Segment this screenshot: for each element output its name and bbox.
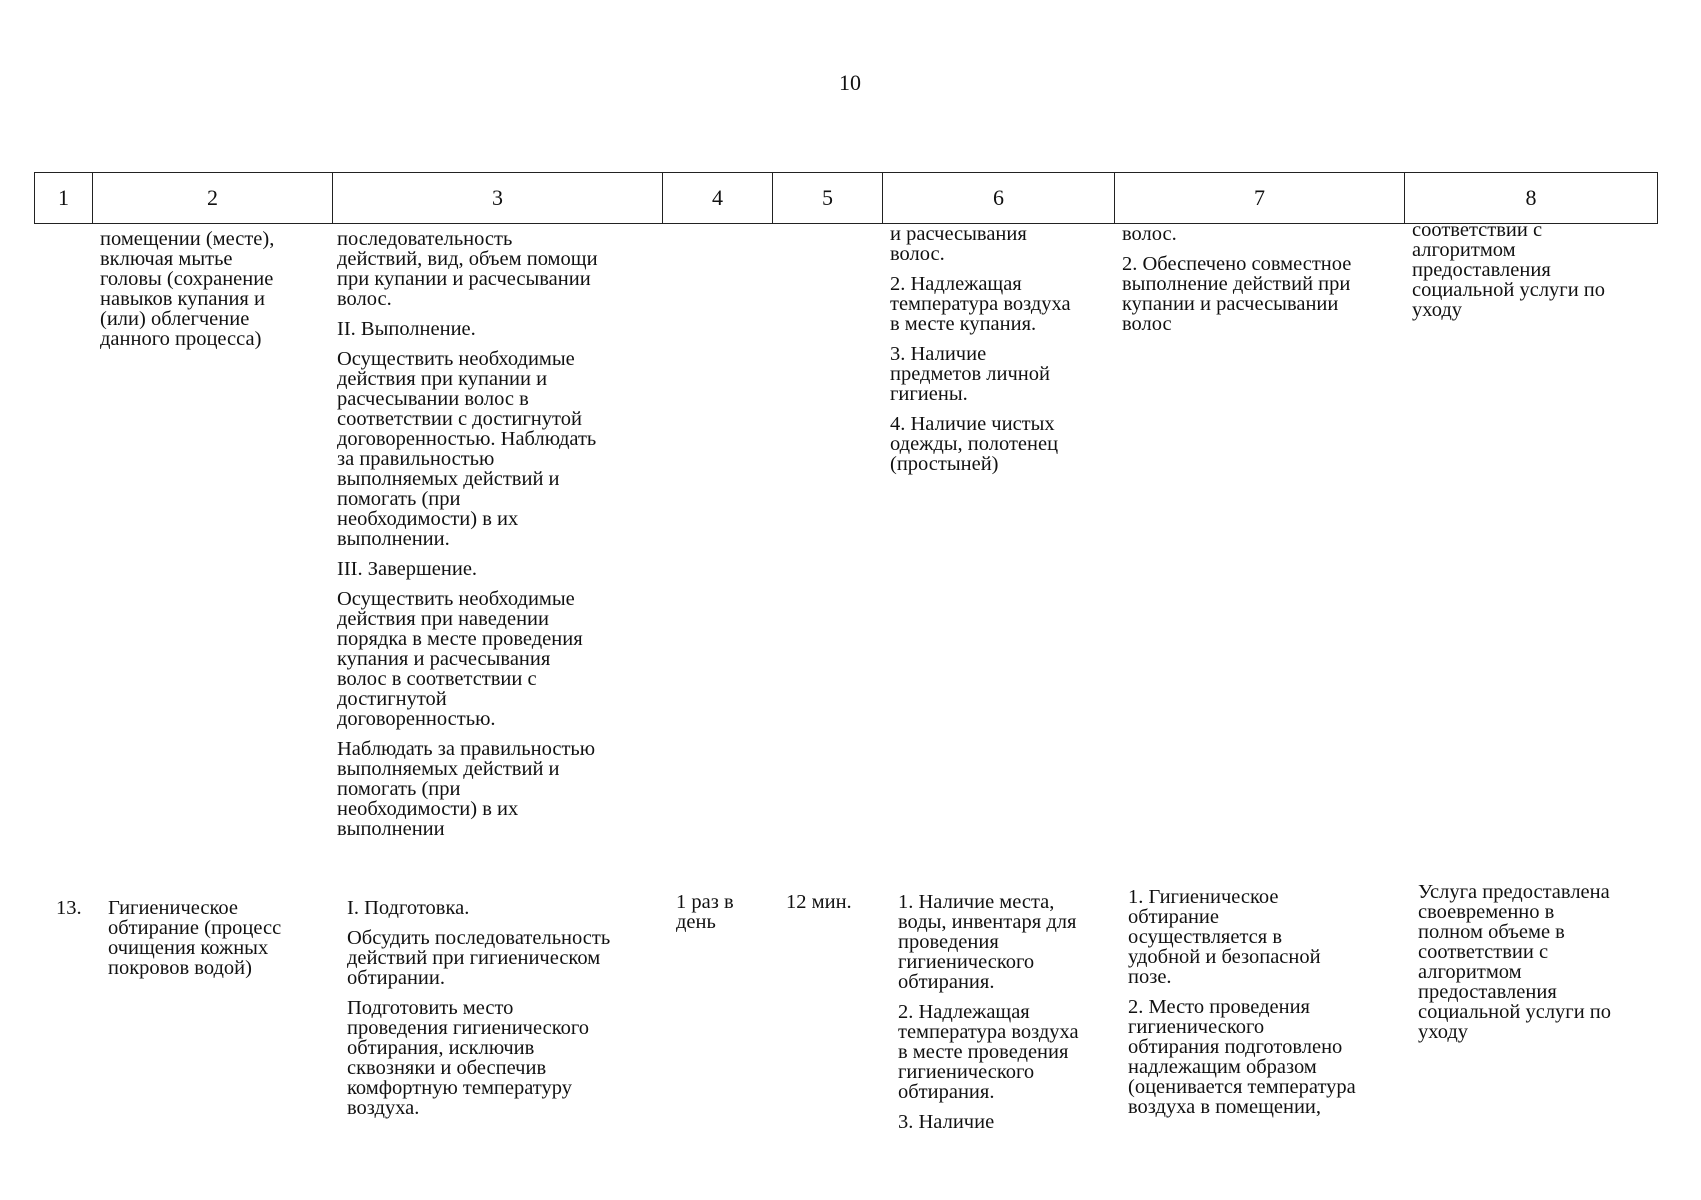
table-header-row [34, 172, 1658, 224]
cont-row-col7 [1122, 224, 1407, 334]
cont-row-col3 [337, 229, 657, 839]
cont-row-col2 [100, 229, 320, 349]
row-13-col2 [108, 898, 328, 978]
cont-row-col3-p2: II. Выполнение. [337, 318, 476, 340]
row-13-col3 [347, 898, 667, 1118]
cont-row-col6 [890, 224, 1120, 474]
row-13-col3-p3: Подготовить место проведения гигиенического обтирания, исключив сквозняки и обеспечив комфортную температуру воздуха. [347, 997, 590, 1119]
cont-row-col6-p3: 3. Наличие предметов личной гигиены. [890, 343, 1050, 405]
header-col-1: 1 [34, 173, 92, 223]
cont-row-col7-p1: волос. [1122, 223, 1177, 245]
cont-row-col8 [1412, 220, 1662, 320]
header-col-2: 2 [92, 173, 332, 223]
header-col-5: 5 [772, 173, 882, 223]
cont-row-col6-p2: 2. Надлежащая температура воздуха в месте купания. [890, 273, 1071, 335]
header-col-7: 7 [1114, 173, 1404, 223]
row-13-col8 [1418, 882, 1668, 1042]
cont-row-col6-p1: и расчесывания волос. [890, 223, 1027, 265]
cont-row-col8-text: соответствии с алгоритмом предоставления социальной услуги по уходу [1412, 219, 1606, 321]
cont-row-col3-p4: III. Завершение. [337, 558, 478, 580]
header-col-8: 8 [1404, 173, 1658, 223]
row-13-number: 13. [56, 897, 82, 919]
cont-row-col3-p3: Осуществить необходимые действия при купании и расчесывании волос в соответствии с достигнутой договоренностью. Наблюдать за правильностью выполняемых действий и помогать (при необходимости) в их выполнении. [337, 348, 597, 550]
header-col-6: 6 [882, 173, 1114, 223]
row-13-frequency: 1 раз в день [676, 891, 734, 933]
row-13-col7 [1128, 887, 1413, 1117]
row-13-service-name: Гигиеническое обтирание (процесс очищения кожных покровов водой) [108, 897, 282, 979]
cont-row-col3-p1: последовательность действий, вид, объем помощи при купании и расчесывании волос. [337, 228, 598, 310]
row-13-col6-p2: 2. Надлежащая температура воздуха в месте проведения гигиенического обтирания. [898, 1001, 1079, 1103]
row-13-col6-p1: 1. Наличие места, воды, инвентаря для проведения гигиенического обтирания. [898, 891, 1077, 993]
cont-row-col3-p6: Наблюдать за правильностью выполняемых действий и помогать (при необходимости) в их выполнении [337, 738, 596, 840]
page-number: 10 [839, 70, 861, 95]
row-13-col6-p3: 3. Наличие [898, 1111, 995, 1133]
header-col-4: 4 [662, 173, 772, 223]
row-13-col7-p2: 2. Место проведения гигиенического обтирания подготовлено надлежащим образом (оценивается температура воздуха в помещении, [1128, 996, 1356, 1118]
header-col-3: 3 [332, 173, 662, 223]
row-13-duration: 12 мин. [786, 891, 852, 913]
cont-row-service-name: помещении (месте), включая мытье головы (сохранение навыков купания и (или) облегчение данного процесса) [100, 228, 275, 350]
row-13-col3-p2: Обсудить последовательность действий при гигиеническом обтирании. [347, 927, 611, 989]
cont-row-col6-p4: 4. Наличие чистых одежды, полотенец (простыней) [890, 413, 1059, 475]
row-13-col6 [898, 892, 1128, 1132]
row-13-col8-text: Услуга предоставлена своевременно в полном объеме в соответствии с алгоритмом предоставления социальной услуги по уходу [1418, 881, 1612, 1043]
row-13-col4 [676, 892, 776, 932]
row-13-col3-p1: I. Подготовка. [347, 897, 470, 919]
row-13-col5 [786, 892, 886, 912]
cont-row-col7-p2: 2. Обеспечено совместное выполнение действий при купании и расчесывании волос [1122, 253, 1352, 335]
cont-row-col3-p5: Осуществить необходимые действия при наведении порядка в месте проведения купания и расчесывания волос в соответствии с достигнутой договоренностью. [337, 588, 583, 730]
row-13-col7-p1: 1. Гигиеническое обтирание осуществляется в удобной и безопасной позе. [1128, 886, 1321, 988]
